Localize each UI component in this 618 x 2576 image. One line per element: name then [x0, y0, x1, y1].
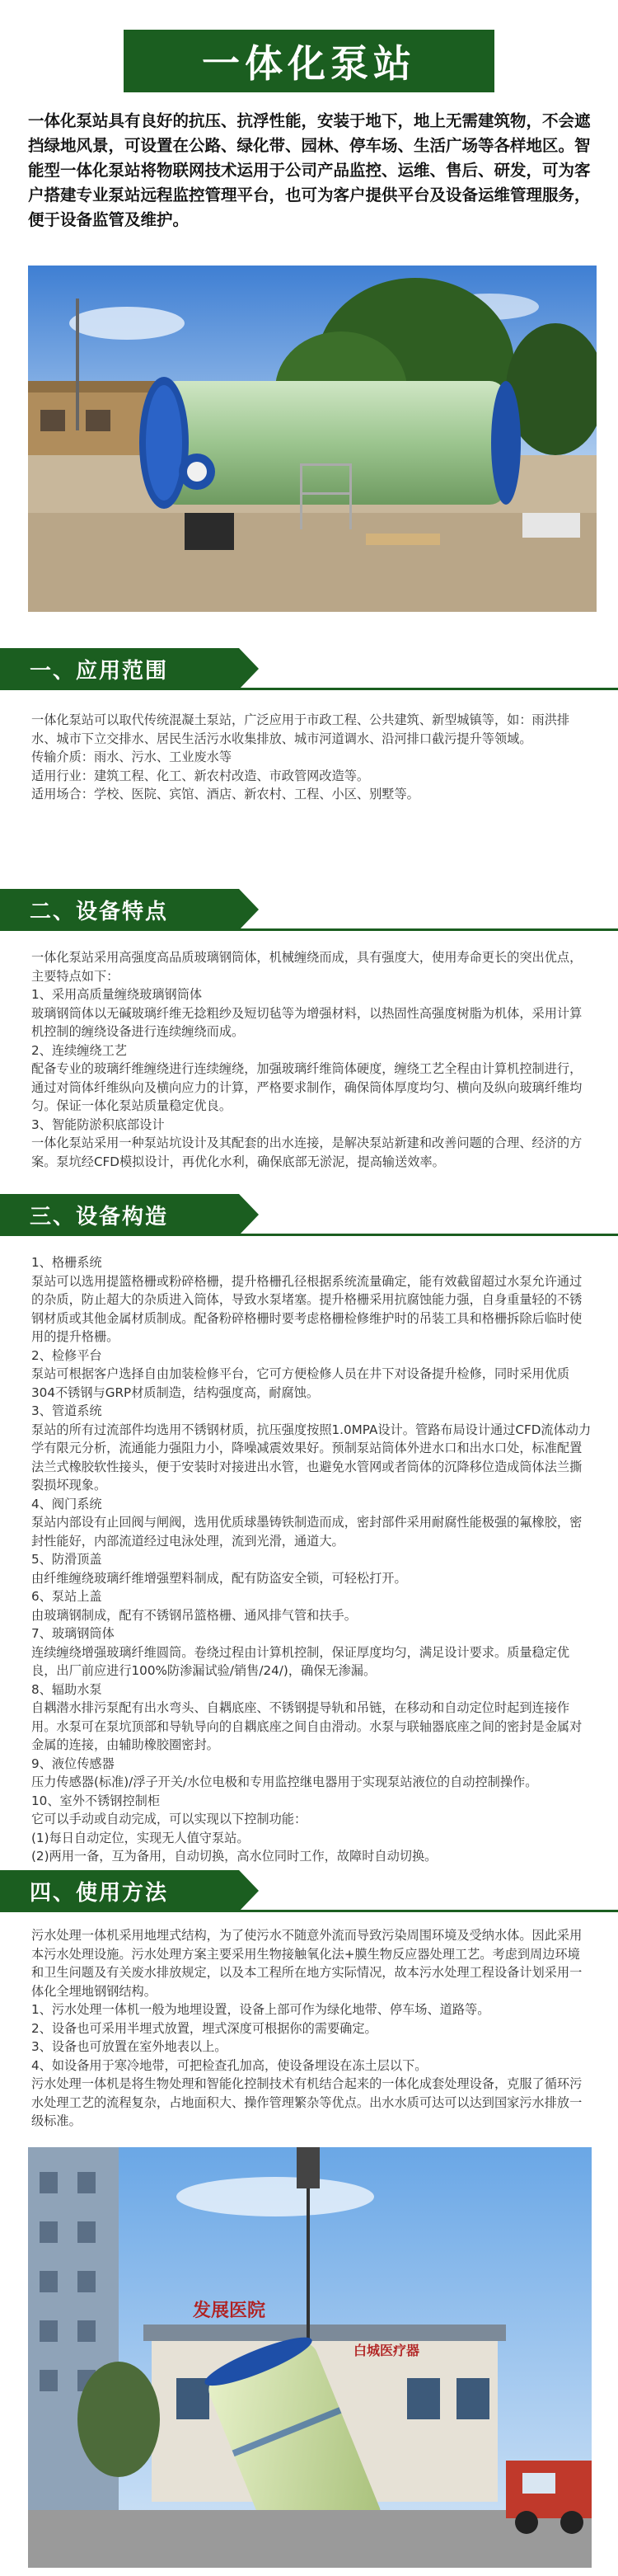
section-body-usage	[31, 1926, 592, 2131]
paragraph: 1、污水处理一体机一般为地埋设置，设备上部可作为绿化地带、停车场、道路等。	[31, 2002, 490, 2017]
hospital-sign-right: 白城医疗器	[353, 2344, 420, 2358]
page-title-banner	[124, 30, 494, 92]
paragraph: 适用行业：建筑工程、化工、新农村改造、市政管网改造等。	[31, 768, 370, 783]
paragraph: 3、管道系统	[31, 1403, 102, 1418]
page-title: 一体化泵站	[202, 41, 416, 86]
intro-paragraph: 一体化泵站具有良好的抗压、抗浮性能，安装于地下，地上无需建筑物，不会遮挡绿地风景，可设置在公路、绿化带、园林、停车场、生活广场等各样地区。智能型一体化泵站将物联网技术运用于公司产品监控、运维、售后、研发，可为客户搭建专业泵站远程监控管理平台，也可为客户提供平台及设备运维管理服务，便于设备监管及维护。	[28, 111, 591, 229]
section-divider	[0, 1234, 618, 1236]
section-divider	[0, 928, 618, 931]
paragraph: 1、采用高质量缠绕玻璃钢筒体	[31, 987, 203, 1002]
paragraph: 1、格栅系统	[31, 1255, 102, 1270]
paragraph: 由纤维缠绕玻璃纤维增强塑料制成，配有防盗安全锁，可轻松打开。	[31, 1570, 407, 1586]
paragraph: 一体化泵站采用一种泵站坑设计及其配套的出水连接，是解决泵站新建和改善问题的合理、经济的方案。泵坑经CFD模拟设计，再优化水利，确保底部无淤泥，提高输送效率。	[31, 1135, 583, 1169]
paragraph: 传输介质：雨水、污水、工业废水等	[31, 750, 232, 764]
paragraph: 污水处理一体机是将生物处理和智能化控制技术有机结合起来的一体化成套处理设备，克服了循环污水处理工艺的流程复杂，占地面积大、操作管理繁杂等优点。出水水质可达可以达到国家污水排放一级标准。	[31, 2076, 583, 2128]
section-body-features	[31, 948, 592, 1171]
paragraph: 一体化泵站可以取代传统混凝土泵站，广泛应用于市政工程、公共建筑、新型城镇等，如：雨洪排水、城市下立交排水、居民生活污水收集排放、城市河道调水、沿河排口截污提升等领域。	[31, 712, 570, 746]
paragraph: 10、室外不锈钢控制柜	[31, 1793, 161, 1808]
paragraph: 泵站可根据客户选择自由加装检修平台，它可方便检修人员在井下对设备提升检修，同时采用优质304不锈钢与GRP材质制造，结构强度高，耐腐蚀。	[31, 1366, 570, 1400]
paragraph: 8、辐助水泵	[31, 1681, 102, 1697]
paragraph: 6、泵站上盖	[31, 1589, 102, 1604]
paragraph: 4、如设备用于寒冷地带，可把检查孔加高，使设备埋设在冻土层以下。	[31, 2057, 428, 2073]
hospital-sign-left: 发展医院	[193, 2300, 266, 2320]
paragraph: 自耦潜水排污泵配有出水弯头、自耦底座、不锈钢提导轨和吊链，在移动和自动定位时起到连接作用。水泵可在泵坑顶部和导轨导向的自耦底座之间自由滑动。水泵与联轴器底座之间的密封是金属对金属的连接，由辅助橡胶圈密封。	[31, 1700, 583, 1752]
paragraph: 它可以手动或自动完成，可以实现以下控制功能：	[31, 1812, 307, 1826]
section-body-application	[31, 711, 592, 804]
section-divider	[0, 688, 618, 690]
paragraph: 泵站内部设有止回阀与闸阀，选用优质球墨铸铁制造而成，密封部件采用耐腐性能极强的氟橡胶，密封性能好，内部流道经过电泳处理，流到光滑，通道大。	[31, 1515, 583, 1549]
paragraph: 3、智能防淤积底部设计	[31, 1116, 165, 1132]
paragraph: 压力传感器(标准)/浮子开关/水位电极和专用监控继电器用于实现泵站液位的自动控制操作。	[31, 1775, 538, 1789]
paragraph: 2、连续缠绕工艺	[31, 1042, 127, 1058]
paragraph: 连续缠绕增强玻璃纤维圆筒。卷绕过程由计算机控制，保证厚度均匀，满足设计要求。质量稳定优良，出厂前应进行100%防渗漏试验/销售/24/)，确保无渗漏。	[31, 1644, 570, 1678]
paragraph: 一体化泵站采用高强度高品质玻璃钢筒体，机械缠绕而成，具有强度大，使用寿命更长的突出优点，主要特点如下：	[31, 950, 583, 984]
paragraph: 配备专业的玻璃纤维缠绕进行连续缠绕，加强玻璃纤维筒体硬度，缠绕工艺全程由计算机控制进行，通过对筒体纤维纵向及横向应力的计算，严格要求制作，确保筒体厚度均匀、横向及纵向玻璃纤维均匀。保证一体化泵站质量稳定优良。	[31, 1061, 583, 1113]
paragraph: (1)每日自动定位，实现无人值守泵站。	[31, 1830, 250, 1845]
paragraph: 2、检修平台	[31, 1347, 102, 1363]
paragraph: 泵站的所有过流部件均选用不锈钢材质，抗压强度按照1.0MPA设计。管路布局设计通过CFD流体动力学有限元分析，流通能力强阻力小，降噪减震效果好。预制泵站筒体外进水口和出水口处，标准配置法兰式橡胶软性接头，便于安装时对接进出水管，也避免水管网或者筒体的沉降移位造成筒体法兰撕裂损坏现象。	[31, 1422, 592, 1492]
installation-photo	[28, 2147, 592, 2568]
pump-station-photo	[28, 266, 597, 612]
paragraph: 2、设备也可采用半埋式放置，埋式深度可根据你的需要确定。	[31, 2020, 377, 2036]
section-heading-structure: 三、设备构造	[0, 1194, 239, 1235]
paragraph: 4、阀门系统	[31, 1496, 102, 1511]
paragraph: 玻璃钢筒体以无碱玻璃纤维无捻粗纱及短切毡等为增强材料，以热固性高强度树脂为机体，采用计算机控制的缠绕设备进行连续缠绕而成。	[31, 1005, 583, 1039]
paragraph: 7、玻璃钢筒体	[31, 1626, 115, 1641]
section-heading-usage: 四、使用方法	[0, 1870, 239, 1911]
section-divider	[0, 1910, 618, 1912]
paragraph: 5、防滑顶盖	[31, 1552, 102, 1567]
paragraph: 9、液位传感器	[31, 1756, 115, 1771]
section-heading-application: 一、应用范围	[0, 648, 239, 689]
section-heading-features: 二、设备特点	[0, 889, 239, 930]
paragraph: 3、设备也可放置在室外地表以上。	[31, 2039, 227, 2054]
paragraph: (2)两用一备，互为备用，自动切换，高水位同时工作，故障时自动切换。	[31, 1849, 438, 1864]
paragraph: 泵站可以选用提篮格栅或粉碎格栅，提升格栅孔径根据系统流量确定，能有效截留超过水泵允许通过的杂质，防止超大的杂质进入筒体，导致水泵堵塞。提升格栅采用抗腐蚀能力强，自身重量轻的不锈钢材质或其他金属材质制成。配备粉碎格栅时要考虑格栅检修维护时的吊装工具和格栅拆除后临时使用的提升格栅。	[31, 1273, 583, 1344]
section-body-structure	[31, 1253, 592, 1866]
paragraph: 污水处理一体机采用地埋式结构，为了使污水不随意外流而导致污染周围环境及受纳水体。因此采用本污水处理设施。污水处理方案主要采用生物接触氧化法+膜生物反应器处理工艺。考虑到周边环境和卫生问题及有关废水排放规定，以及本工程所在地方实际情况，故本污水处理工程设备计划采用一体化全埋地钢钢结构。	[31, 1928, 583, 1999]
paragraph: 适用场合：学校、医院、宾馆、酒店、新农村、工程、小区、别墅等。	[31, 787, 419, 801]
paragraph: 由玻璃钢制成，配有不锈钢吊篮格栅、通风排气管和扶手。	[31, 1607, 357, 1623]
